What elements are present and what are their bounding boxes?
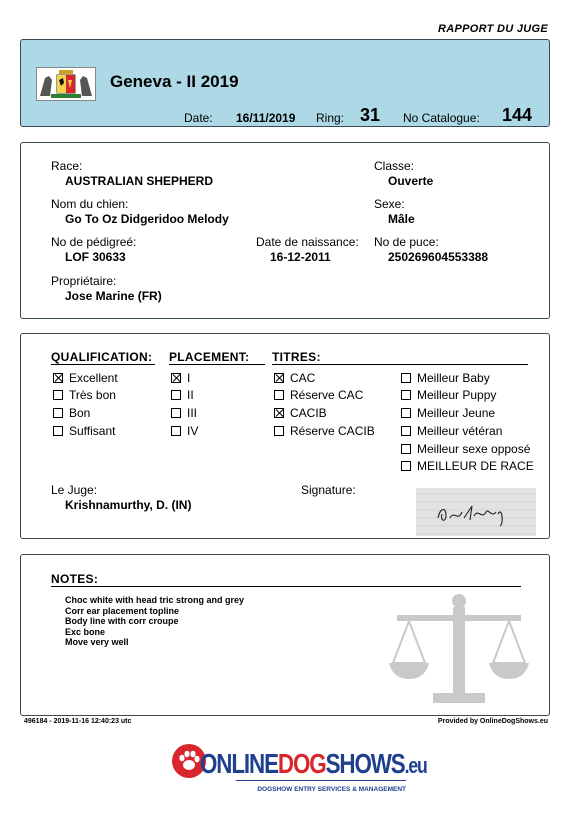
catalogue-label: No Catalogue: — [403, 111, 480, 125]
geneva-coat-of-arms-icon — [36, 67, 96, 101]
titre-option[interactable] — [274, 424, 375, 438]
titre-option[interactable] — [274, 406, 327, 420]
checkbox[interactable] — [171, 390, 181, 400]
notes-underline — [51, 586, 521, 587]
checkbox[interactable] — [171, 408, 181, 418]
show-header — [20, 39, 550, 127]
sex-label: Sexe: — [374, 197, 405, 211]
race-label: Race: — [51, 159, 83, 173]
evaluation-panel — [20, 333, 550, 539]
option-label: Meilleur Puppy — [417, 388, 497, 402]
footer-provider: Provided by OnlineDogShows.eu — [437, 718, 548, 725]
qualification-heading: QUALIFICATION: — [51, 350, 153, 364]
qualification-option[interactable] — [53, 424, 115, 438]
birth-date-label: Date de naissance: — [256, 235, 359, 249]
checkbox[interactable] — [53, 426, 63, 436]
chip-label: No de puce: — [374, 235, 439, 249]
placement-option[interactable] — [171, 388, 194, 402]
ring-label: Ring: — [316, 111, 345, 125]
option-label: CAC — [290, 371, 316, 385]
award-option[interactable] — [401, 371, 490, 385]
notes-heading: NOTES: — [51, 572, 99, 586]
award-option[interactable] — [401, 459, 534, 473]
brand-tagline: DOGSHOW ENTRY SERVICES & MANAGEMENT — [236, 783, 406, 796]
brand-shows: SHOWS — [325, 748, 405, 779]
option-label: Suffisant — [69, 424, 116, 438]
checkbox[interactable] — [401, 461, 411, 471]
option-label: Réserve CACIB — [290, 424, 375, 438]
award-option[interactable] — [401, 424, 502, 438]
checkbox[interactable] — [401, 444, 411, 454]
qualification-option[interactable] — [53, 388, 116, 402]
note-line: Exc bone — [65, 626, 106, 637]
titre-option[interactable] — [274, 388, 363, 402]
owner-label: Propriétaire: — [51, 274, 117, 288]
signature-image — [416, 488, 536, 536]
option-label: Très bon — [69, 388, 116, 402]
pedigree-label: No de pédigreé: — [51, 235, 137, 249]
brand-online: ONLINE — [200, 748, 278, 779]
checkbox[interactable] — [401, 390, 411, 400]
owner-value: Jose Marine (FR) — [65, 289, 162, 303]
option-label: Meilleur sexe opposé — [417, 442, 531, 456]
placement-heading: PLACEMENT: — [169, 350, 250, 364]
brand-wordmark — [200, 749, 427, 781]
show-title: Geneva - II 2019 — [110, 72, 239, 91]
award-option[interactable] — [401, 406, 495, 420]
note-line: Corr ear placement topline — [65, 605, 180, 616]
award-option[interactable] — [401, 388, 496, 402]
checkbox[interactable] — [274, 390, 284, 400]
checkbox[interactable] — [274, 373, 284, 383]
report-title: RAPPORT DU JUGE — [437, 23, 548, 35]
dog-info-panel — [20, 142, 550, 319]
checkbox[interactable] — [53, 408, 63, 418]
race-value: AUSTRALIAN SHEPHERD — [65, 174, 214, 188]
option-label: Meilleur Jeune — [417, 406, 496, 420]
notes-panel — [20, 554, 550, 716]
pedigree-value: LOF 30633 — [65, 250, 126, 264]
brand-dog: DOG — [277, 748, 326, 779]
option-label: III — [187, 406, 198, 420]
option-label: Réserve CAC — [290, 388, 364, 402]
checkbox[interactable] — [171, 373, 181, 383]
option-label: II — [187, 388, 194, 402]
chip-value: 250269604553388 — [388, 250, 489, 264]
note-line: Move very well — [65, 637, 129, 647]
placement-option[interactable] — [171, 406, 197, 420]
checkbox[interactable] — [274, 408, 284, 418]
checkbox[interactable] — [401, 373, 411, 383]
checkbox[interactable] — [401, 426, 411, 436]
footer-timestamp: 496184 - 2019-11-16 12:40:23 utc — [24, 718, 132, 725]
option-label: Bon — [69, 406, 91, 420]
brand-eu: .eu — [404, 753, 427, 778]
option-label: Excellent — [69, 371, 118, 385]
placement-option[interactable] — [171, 424, 198, 438]
note-line: Body line with corr croupe — [65, 616, 179, 626]
checkbox[interactable] — [274, 426, 284, 436]
onlinedogshows-logo[interactable] — [172, 743, 427, 801]
brand-rule — [236, 780, 406, 781]
date-value: 16/11/2019 — [236, 111, 296, 125]
ring-value: 31 — [360, 105, 381, 125]
checkbox[interactable] — [171, 426, 181, 436]
note-line: Choc white with head tric strong and grey — [65, 595, 245, 605]
scales-of-justice-icon — [389, 593, 531, 714]
award-option[interactable] — [401, 442, 530, 456]
catalogue-value: 144 — [502, 105, 533, 125]
notes-body — [65, 595, 244, 648]
birth-date-value: 16-12-2011 — [270, 250, 331, 264]
titres-heading: TITRES: — [272, 350, 321, 364]
titre-option[interactable] — [274, 371, 315, 385]
option-label: Meilleur vétéran — [417, 424, 503, 438]
checkbox[interactable] — [53, 390, 63, 400]
checkbox[interactable] — [401, 408, 411, 418]
placement-underline — [169, 364, 265, 365]
option-label: IV — [187, 424, 199, 438]
titres-underline — [272, 364, 528, 365]
option-label: I — [187, 371, 191, 385]
sex-value: Mâle — [388, 212, 415, 226]
signature-label: Signature: — [301, 483, 356, 497]
class-value: Ouverte — [388, 174, 434, 188]
qualification-option[interactable] — [53, 371, 118, 385]
option-label: CACIB — [290, 406, 327, 420]
judge-value: Krishnamurthy, D. (IN) — [65, 498, 192, 512]
option-label: MEILLEUR DE RACE — [417, 459, 534, 473]
dog-name-value: Go To Oz Didgeridoo Melody — [65, 212, 229, 226]
dog-name-label: Nom du chien: — [51, 197, 129, 211]
judge-label: Le Juge: — [51, 483, 98, 497]
placement-option[interactable] — [171, 371, 190, 385]
qualification-option[interactable] — [53, 406, 90, 420]
class-label: Classe: — [374, 159, 415, 173]
option-label: Meilleur Baby — [417, 371, 490, 385]
qualification-underline — [51, 364, 155, 365]
checkbox[interactable] — [53, 373, 63, 383]
date-label: Date: — [184, 111, 213, 125]
